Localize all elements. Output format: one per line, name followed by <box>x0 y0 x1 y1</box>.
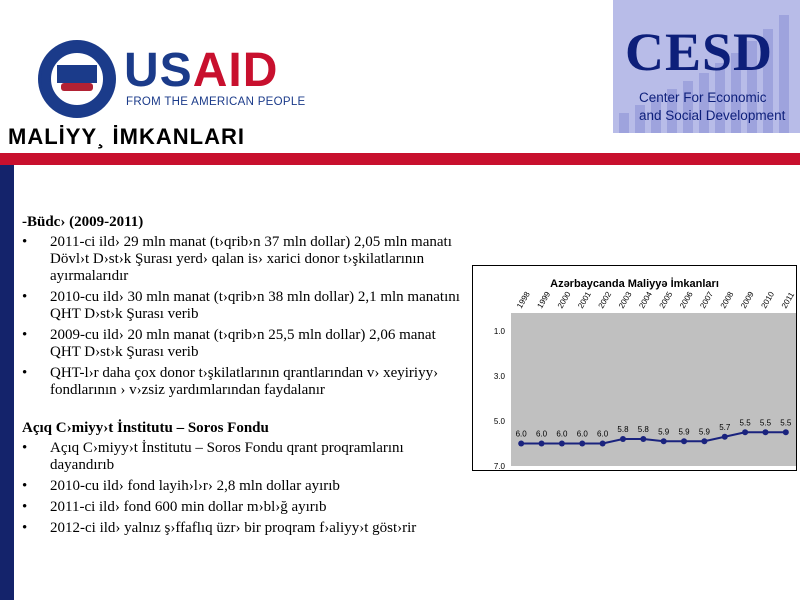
usaid-wordmark: USAID <box>124 44 279 97</box>
x-tick-label: 2009 <box>739 290 756 310</box>
data-label: 6.0 <box>515 429 527 439</box>
x-tick-label: 2006 <box>677 290 695 310</box>
header-divider <box>0 153 800 165</box>
usaid-seal-icon <box>38 40 116 118</box>
list-item: • 2010-cu ild› fond layih›l›r› 2,8 mln dollar ayırıb <box>22 478 462 495</box>
list-item: • QHT-l›r daha çox donor t›şkilatlarının qrantlarından v› xeyiriyy› fondlarının › v›zsiz yardımlarından faydalanır <box>22 365 462 399</box>
data-label: 5.9 <box>698 427 710 437</box>
data-point <box>579 441 585 447</box>
chart-title: Azərbaycanda Maliyyə İmkanları <box>550 278 719 290</box>
line-chart <box>473 266 798 472</box>
section-heading-budget: -Büdc› (2009-2011) <box>22 214 144 230</box>
list-item: • Açıq C›miyy›t İnstitutu – Soros Fondu qrant proqramlarını dayandırıb <box>22 440 462 474</box>
y-tick-label: 7.0 <box>493 462 505 471</box>
x-tick-label: 1999 <box>535 290 553 310</box>
list-item: • 2010-cu ild› 30 mln manat (t›qrib›n 38 mln dollar) 2,1 mln manatını QHT D›st›k Şurası verib <box>22 289 462 323</box>
data-label: 5.5 <box>739 418 751 428</box>
x-tick-label: 2011 <box>779 290 797 310</box>
cesd-subtitle: Center For Economic and Social Development <box>639 90 786 123</box>
page-title: MALİYY¸ İMKANLARI <box>8 124 245 149</box>
y-tick-label: 1.0 <box>493 327 505 336</box>
budget-list <box>22 234 462 399</box>
x-tick-label: 2010 <box>759 290 777 310</box>
data-point <box>701 438 707 444</box>
data-label: 5.8 <box>617 425 629 434</box>
data-point <box>722 434 728 440</box>
left-accent-bar <box>0 165 14 600</box>
cesd-title: CESD <box>625 22 774 82</box>
data-point <box>783 429 789 435</box>
data-label: 5.5 <box>780 418 792 428</box>
x-tick-label: 2004 <box>637 290 654 310</box>
data-point <box>681 438 687 444</box>
list-item: • 2011-ci ild› 29 mln manat (t›qrib›n 37 mln dollar) 2,05 mln manatı Dövl›t D›st›k Şurası yerd› qalan is› xarici donor t›şkilatlarının ayırmalarıdır <box>22 234 462 285</box>
data-label: 5.7 <box>719 422 731 432</box>
x-tick-label: 2000 <box>555 290 573 310</box>
list-item: • 2011-ci ild› fond 600 min dollar m›bl›ğ ayırıb <box>22 499 462 516</box>
data-label: 6.0 <box>535 429 548 439</box>
data-point <box>762 429 768 435</box>
data-point <box>661 438 667 444</box>
x-tick-label: 1998 <box>515 290 532 310</box>
y-tick-label: 5.0 <box>493 417 505 426</box>
data-label: 5.5 <box>759 418 772 428</box>
data-label: 5.8 <box>637 425 649 434</box>
list-item: • 2009-cu ild› 20 mln manat (t›qrib›n 25,5 mln dollar) 2,06 manat QHT D›st›k Şurası verib <box>22 327 462 361</box>
x-tick-label: 2001 <box>576 290 593 310</box>
data-point <box>620 436 626 442</box>
data-point <box>539 441 545 447</box>
x-tick-label: 2003 <box>616 290 634 310</box>
data-point <box>742 429 748 435</box>
data-point <box>640 436 646 442</box>
x-tick-label: 2005 <box>657 290 675 310</box>
data-label: 5.9 <box>658 427 670 437</box>
cesd-logo <box>613 0 800 133</box>
x-tick-label: 2007 <box>698 290 716 310</box>
data-label: 6.0 <box>576 429 588 439</box>
data-label: 6.0 <box>597 429 609 439</box>
data-label: 5.9 <box>678 427 690 437</box>
soros-list <box>22 440 462 537</box>
x-tick-label: 2008 <box>718 290 736 310</box>
y-tick-label: 3.0 <box>493 372 505 381</box>
section-heading-soros: Açıq C›miyy›t İnstitutu – Soros Fondu <box>22 420 269 436</box>
usaid-tagline: FROM THE AMERICAN PEOPLE <box>126 96 306 108</box>
usaid-logo <box>38 38 308 113</box>
data-point <box>559 441 565 447</box>
data-point <box>518 441 524 447</box>
content-body <box>22 214 462 541</box>
x-tick-label: 2002 <box>596 290 614 310</box>
data-point <box>600 441 606 447</box>
data-label: 6.0 <box>556 429 568 439</box>
list-item: • 2012-ci ild› yalnız ş›ffaflıq üzr› bir proqram f›aliyy›t göst›rir <box>22 520 462 537</box>
chart-container <box>472 265 797 471</box>
